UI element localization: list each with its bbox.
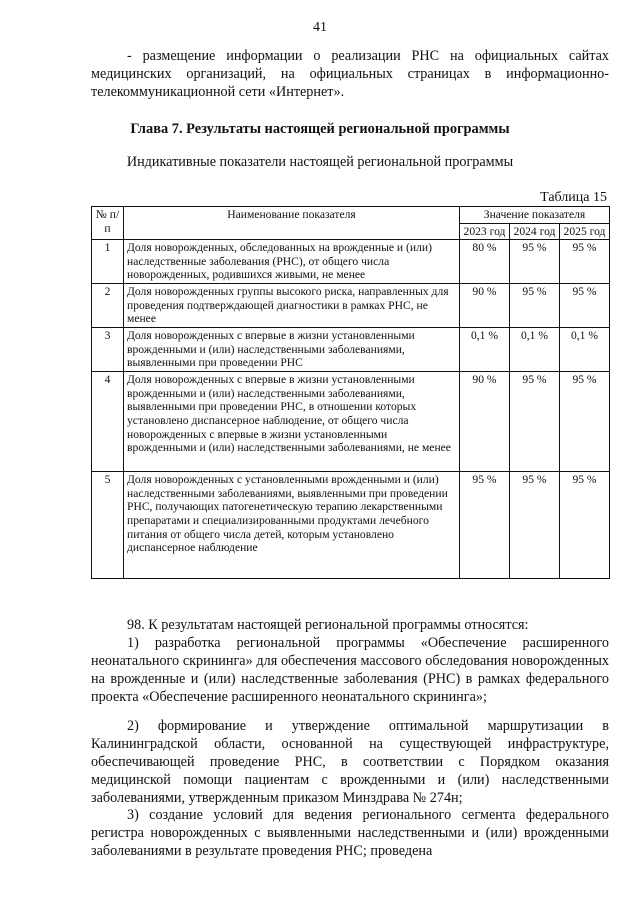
chapter-title: Глава 7. Результаты настоящей региональной программы: [130, 121, 510, 137]
section-subtitle: Индикативные показатели настоящей региональной программы: [126, 154, 514, 170]
row-value-2025: 0,1 %: [560, 328, 610, 372]
table-header-row: [92, 207, 610, 224]
row-value-2023: 90 %: [460, 372, 510, 472]
row-value-2023: 80 %: [460, 240, 510, 284]
table-label: Таблица 15: [540, 190, 607, 205]
indicators-table: [91, 206, 610, 579]
row-value-2024: 95 %: [510, 284, 560, 328]
row-num: 4: [92, 372, 124, 472]
row-name: Доля новорожденных группы высокого риска, направленных для проведения подтверждающей диагностики в рамках РНС, не менее: [124, 284, 460, 328]
row-value-2024: 95 %: [510, 240, 560, 284]
row-value-2025: 95 %: [560, 240, 610, 284]
header-year-2024: 2024 год: [510, 223, 560, 240]
result-item-1: 1) разработка региональной программы «Обеспечение расширенного неонатального скрининга» для обеспечения массового обследования новорожденных на врожденные и (или) наследственные заболевания (РНС) в рамках федерального проекта «Обеспечение расширенного неонатального скрининга»;: [91, 635, 609, 705]
row-value-2024: 0,1 %: [510, 328, 560, 372]
header-name: Наименование показателя: [124, 207, 460, 240]
header-year-2023: 2023 год: [460, 223, 510, 240]
row-value-2025: 95 %: [560, 284, 610, 328]
paragraph-98: 98. К результатам настоящей региональной программы относятся:: [127, 617, 529, 633]
table-row: [92, 240, 610, 284]
row-value-2025: 95 %: [560, 472, 610, 579]
row-name: Доля новорожденных с впервые в жизни установленными врожденными и (или) наследственными заболеваниями, выявленными при проведении РНС, в отношении которых установлено диспансерное наблюдение, от общего числа новорожденных с впервые в жизни установленными врожденными и (или) наследственными заболеваниями, не менее: [124, 372, 460, 472]
table-row: [92, 328, 610, 372]
result-item-2: 2) формирование и утверждение оптимальной маршрутизации в Калининградской области, основанной на существующей инфраструктуре, обеспечивающей проведение РНС, в соответствии с Порядком оказания медицинской помощи пациентам с врожденными и (или) наследственными заболеваниями, утвержденным приказом Минздрава № 274н;: [91, 718, 609, 806]
row-num: 1: [92, 240, 124, 284]
row-num: 3: [92, 328, 124, 372]
intro-bullet-paragraph: - размещение информации о реализации РНС на официальных сайтах медицинских организаций, на официальных страницах в информационно-телекоммуникационной сети «Интернет».: [91, 48, 609, 100]
row-value-2024: 95 %: [510, 472, 560, 579]
header-year-2025: 2025 год: [560, 223, 610, 240]
row-value-2024: 95 %: [510, 372, 560, 472]
row-value-2023: 95 %: [460, 472, 510, 579]
row-value-2023: 0,1 %: [460, 328, 510, 372]
result-item-3: 3) создание условий для ведения регионального сегмента федерального регистра новорожденных с выявленными наследственными и (или) врожденными заболеваниями в результате проведения РНС; проведена: [91, 807, 609, 859]
row-name: Доля новорожденных с впервые в жизни установленными врожденными и (или) наследственными заболеваниями, выявленными при проведении РНС: [124, 328, 460, 372]
row-num: 2: [92, 284, 124, 328]
row-num: 5: [92, 472, 124, 579]
row-name: Доля новорожденных с установленными врожденными и (или) наследственными заболеваниями, выявленными при проведении РНС, получающих патогенетическую терапию лекарственными препаратами и специализированными продуктами лечебного питания от общего числа детей, которым установлено диспансерное наблюдение: [124, 472, 460, 579]
table-row: [92, 372, 610, 472]
table-row: [92, 284, 610, 328]
table-row: [92, 472, 610, 579]
header-num: № п/п: [92, 207, 124, 240]
row-value-2025: 95 %: [560, 372, 610, 472]
row-name: Доля новорожденных, обследованных на врожденные и (или) наследственные заболевания (РНС), от общего числа новорожденных, родившихся живыми, не менее: [124, 240, 460, 284]
page-number: 41: [313, 20, 327, 35]
header-value-group: Значение показателя: [460, 207, 610, 224]
row-value-2023: 90 %: [460, 284, 510, 328]
